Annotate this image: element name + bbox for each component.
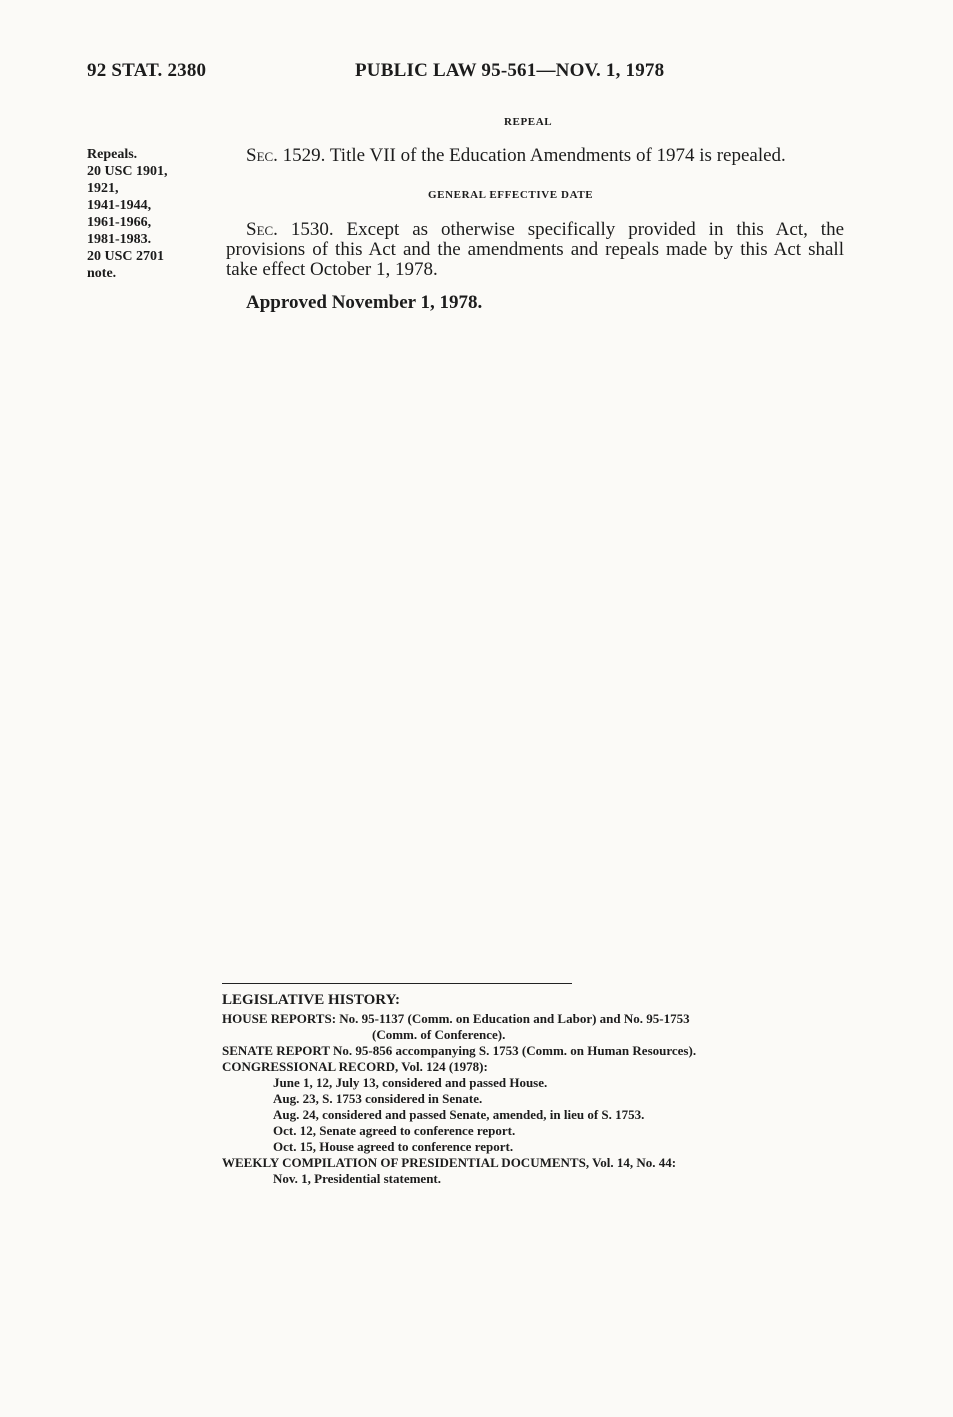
- record-item: Oct. 15, House agreed to conference report.: [273, 1139, 514, 1154]
- margin-note-line: 1981-1983.: [87, 232, 152, 247]
- record-item: Oct. 12, Senate agreed to conference report.: [273, 1123, 516, 1138]
- record-item: June 1, 12, July 13, considered and passed House.: [273, 1075, 548, 1090]
- running-header: PUBLIC LAW 95-561—NOV. 1, 1978: [355, 60, 665, 81]
- margin-note-line: Repeals.: [87, 147, 138, 162]
- statute-page-number: 92 STAT. 2380: [87, 60, 207, 81]
- section-1529-label: Sec. 1529.: [246, 145, 326, 166]
- margin-note: [87, 146, 212, 282]
- margin-note-line: note.: [87, 266, 117, 281]
- weekly-item: Nov. 1, Presidential statement.: [273, 1171, 442, 1186]
- section-heading-general-effective-date: GENERAL EFFECTIVE DATE: [428, 189, 594, 201]
- house-reports: HOUSE REPORTS: No. 95-1137 (Comm. on Education and Labor) and No. 95-1753: [222, 1011, 690, 1026]
- section-1530-text: Except as otherwise specifically provided in this Act, the provisions of this Act and the amendments and repeals made by this Act shall take effect October 1, 1978.: [226, 219, 844, 280]
- margin-note-line: 1941-1944,: [87, 198, 152, 213]
- margin-note-line: 1961-1966,: [87, 215, 152, 230]
- senate-report: SENATE REPORT No. 95-856 accompanying S. 1753 (Comm. on Human Resources).: [222, 1043, 697, 1058]
- approval-statement: Approved November 1, 1978.: [246, 292, 483, 313]
- margin-note-line: 20 USC 1901,: [87, 164, 168, 179]
- section-heading-repeal: REPEAL: [504, 116, 553, 128]
- congressional-record: CONGRESSIONAL RECORD, Vol. 124 (1978):: [222, 1059, 488, 1074]
- record-item: Aug. 24, considered and passed Senate, amended, in lieu of S. 1753.: [273, 1107, 645, 1122]
- section-1529-text: Title VII of the Education Amendments of 1974 is repealed.: [329, 145, 786, 166]
- section-1530-label: Sec. 1530.: [246, 219, 334, 240]
- legislative-history: [222, 992, 862, 1187]
- house-reports-continued: (Comm. of Conference).: [372, 1027, 506, 1042]
- margin-note-line: 1921,: [87, 181, 119, 196]
- weekly-compilation: WEEKLY COMPILATION OF PRESIDENTIAL DOCUMENTS, Vol. 14, No. 44:: [222, 1155, 677, 1170]
- margin-note-line: 20 USC 2701: [87, 249, 165, 264]
- legislative-history-title: LEGISLATIVE HISTORY:: [222, 992, 401, 1008]
- divider-rule: [222, 983, 572, 984]
- section-1530: [226, 220, 844, 280]
- record-item: Aug. 23, S. 1753 considered in Senate.: [273, 1091, 483, 1106]
- section-1529: [226, 146, 844, 166]
